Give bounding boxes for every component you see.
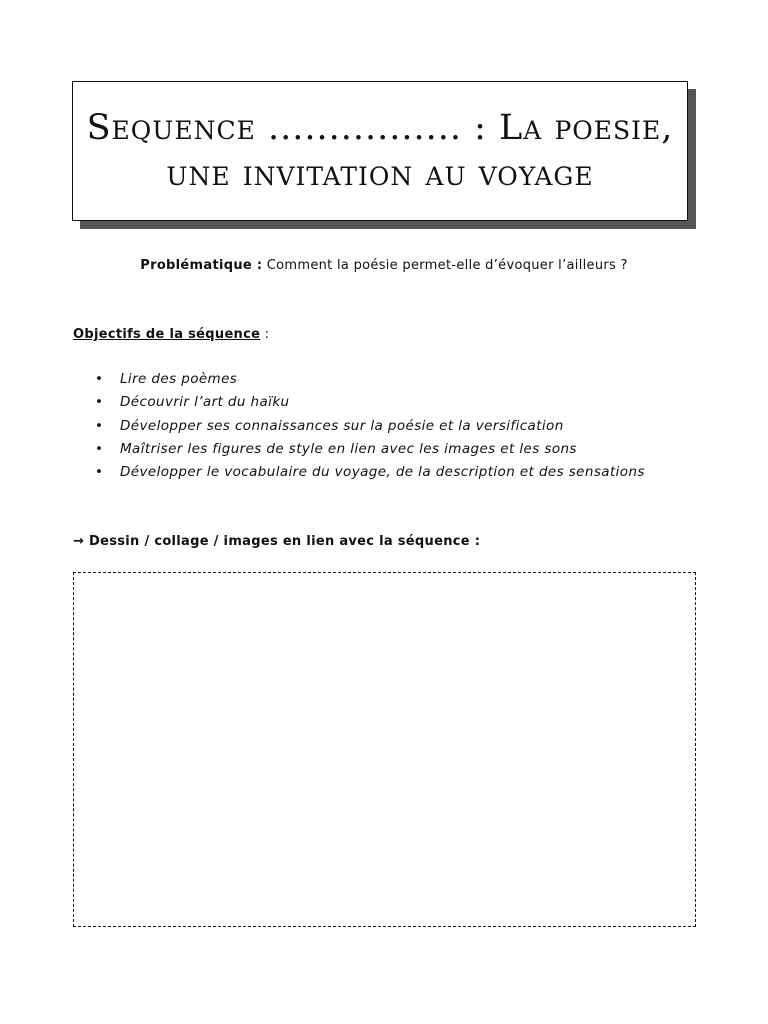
objectifs-heading bbox=[73, 327, 269, 342]
list-item bbox=[95, 462, 645, 485]
bullet-icon: • bbox=[95, 440, 104, 457]
title-line-1: Sequence ................ : La poesie, bbox=[86, 108, 674, 148]
problematique-text: Comment la poésie permet-elle d’évoquer l’ailleurs ? bbox=[262, 258, 628, 273]
problematique bbox=[0, 258, 768, 273]
title-line-2: une invitation au voyage bbox=[166, 154, 594, 194]
list-item bbox=[95, 392, 645, 415]
bullet-icon: • bbox=[95, 371, 104, 387]
bullet-icon: • bbox=[95, 394, 104, 411]
list-item bbox=[95, 439, 645, 462]
bullet-icon: • bbox=[95, 417, 104, 434]
dessin-heading: → Dessin / collage / images en lien avec la séquence : bbox=[73, 534, 481, 549]
title-box bbox=[72, 81, 688, 221]
list-item-text: Découvrir l’art du haïku bbox=[120, 394, 290, 411]
problematique-label: Problématique : bbox=[140, 258, 263, 273]
drawing-area bbox=[73, 572, 696, 927]
list-item-text: Développer ses connaissances sur la poésie et la versification bbox=[120, 417, 564, 434]
list-item bbox=[95, 369, 645, 392]
list-item bbox=[95, 416, 645, 439]
list-item-text: Développer le vocabulaire du voyage, de la description et des sensations bbox=[120, 464, 645, 481]
objectifs-heading-label: Objectifs de la séquence bbox=[73, 327, 261, 342]
objectifs-list bbox=[95, 369, 645, 485]
objectifs-heading-suffix: : bbox=[260, 327, 270, 342]
bullet-icon: • bbox=[95, 464, 104, 481]
list-item-text: Lire des poèmes bbox=[120, 371, 238, 387]
list-item-text: Maîtriser les figures de style en lien avec les images et les sons bbox=[120, 440, 577, 457]
